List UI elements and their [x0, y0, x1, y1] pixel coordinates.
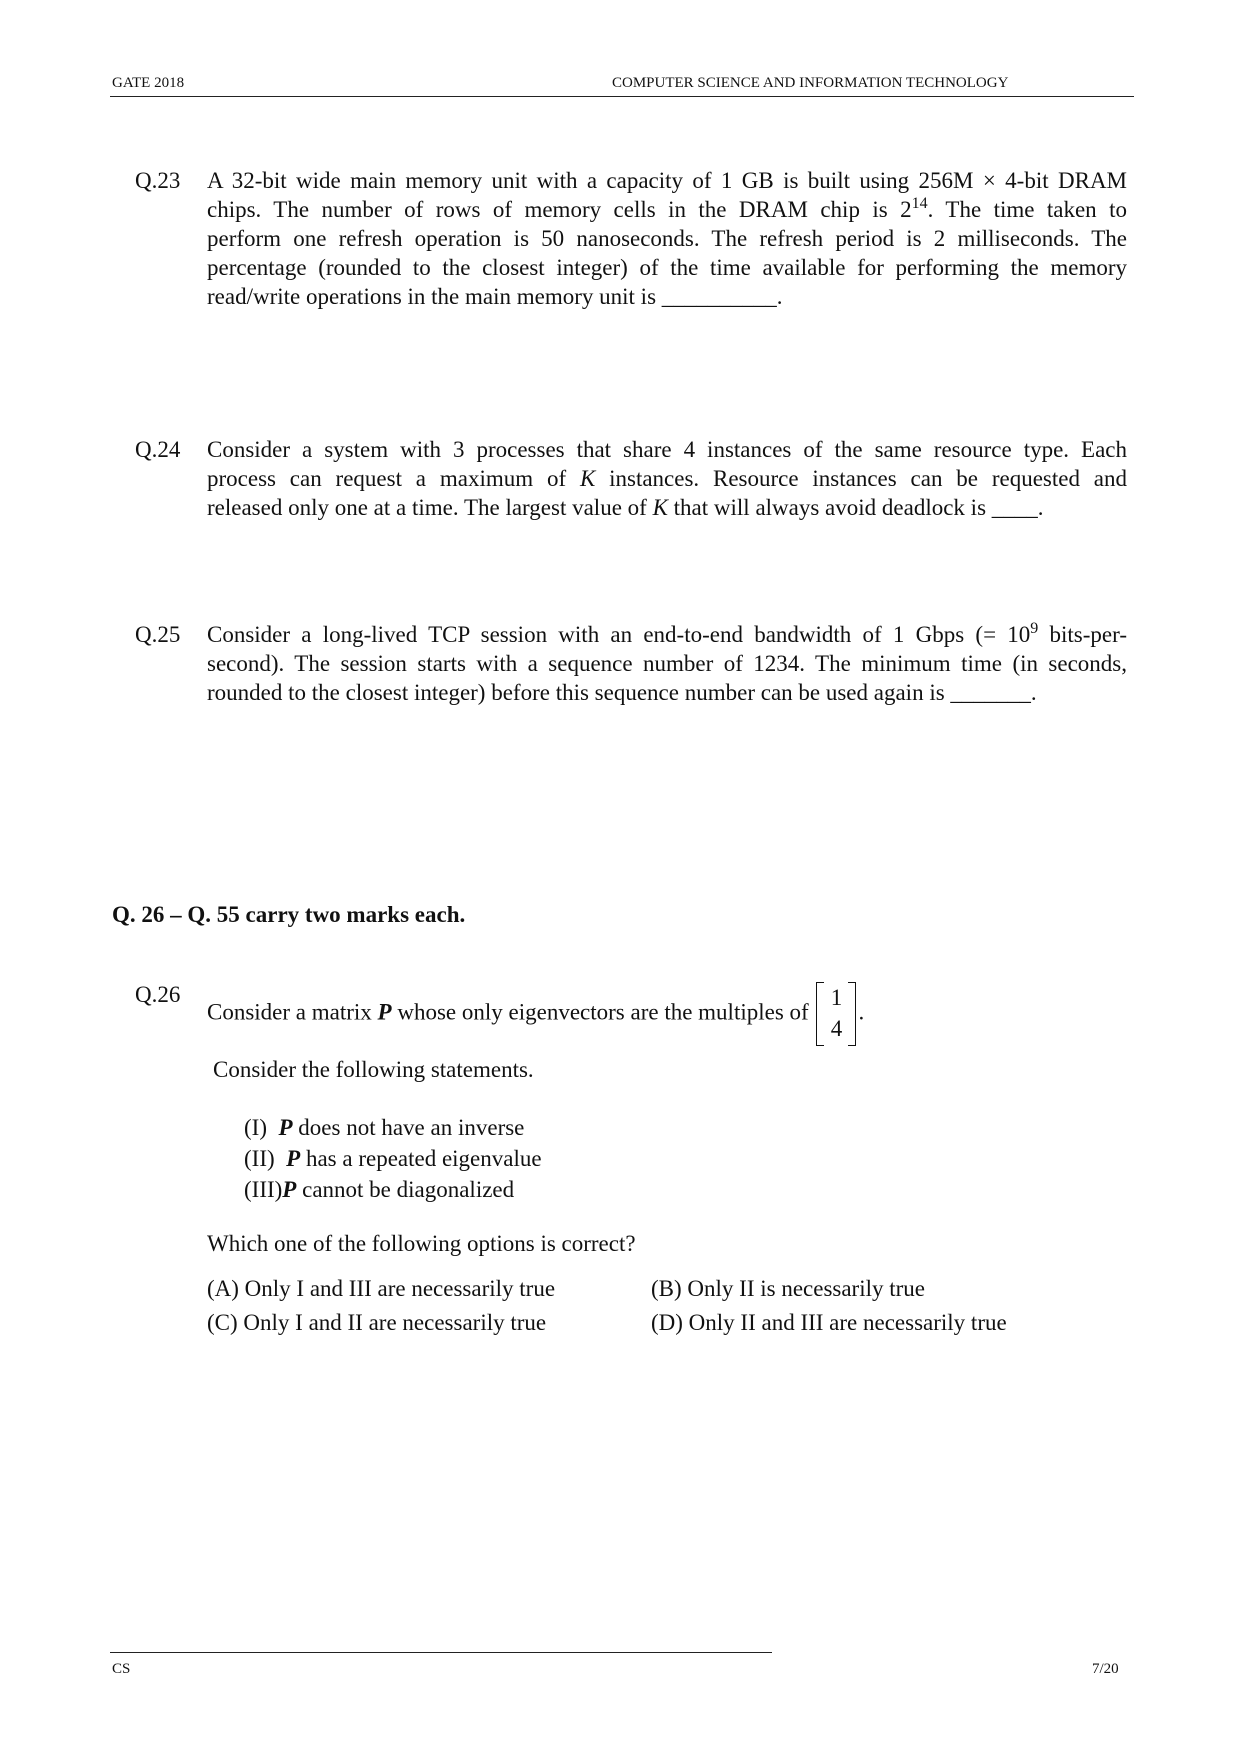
option-b: (B) Only II is necessarily true: [651, 1276, 926, 1301]
header-paper-name: COMPUTER SCIENCE AND INFORMATION TECHNOLOGY: [612, 75, 1009, 91]
option-c: (C) Only I and II are necessarily true: [207, 1310, 547, 1335]
section-heading: Q. 26 – Q. 55 carry two marks each.: [112, 902, 466, 927]
matrix-entry-2: 4: [830, 1016, 843, 1041]
q25-number: Q.25: [135, 622, 181, 647]
q24-number: Q.24: [135, 437, 181, 462]
q24-line-1: Consider a system with 3 processes that share 4 instances of the same resource type. Each: [207, 437, 1127, 462]
header-rule: [110, 96, 1134, 97]
q26-statement-2: (II) P has a repeated eigenvalue: [244, 1146, 542, 1171]
footer-paper-code: CS: [112, 1661, 131, 1677]
q25-power: $10^9$: [1007, 620, 1039, 647]
q26-var-p: P: [377, 999, 392, 1025]
q23-line-1: A 32-bit wide main memory unit with a capacity of 1 GB is built using 256M × 4-bit DRAM: [207, 168, 1127, 193]
q23-text: [207, 166, 1127, 311]
q23-line-3: perform one refresh operation is 50 nanoseconds. The refresh period is 2 milliseconds. The: [207, 226, 1127, 251]
footer-page-number: 7/20: [1092, 1661, 1119, 1677]
q23-line-5: read/write operations in the main memory unit is __________.: [207, 284, 783, 309]
q26-statement-3: (III)P cannot be diagonalized: [244, 1177, 515, 1202]
q24-var-k-2: K: [652, 495, 668, 520]
q24-line-2: process can request a maximum of K instances. Resource instances can be requested and: [207, 466, 1127, 491]
header-exam-name: GATE 2018: [112, 75, 185, 91]
q24-line-3: released only one at a time. The largest value of K that will always avoid deadlock is ____.: [207, 495, 1044, 520]
q23-power: $2^{14}$: [900, 195, 928, 222]
q26-number: Q.26: [135, 982, 181, 1007]
option-a: (A) Only I and III are necessarily true: [207, 1276, 556, 1301]
q26-consider: Consider the following statements.: [213, 1057, 534, 1082]
q24-text: [207, 435, 1127, 522]
q25-line-2: second). The session starts with a sequence number of 1234. The minimum time (in seconds,: [207, 651, 1127, 676]
q26-intro: Consider a matrix P whose only eigenvectors are the multiples of 1 4 .: [207, 982, 1127, 1046]
q26-question: Which one of the following options is correct?: [207, 1231, 636, 1256]
eigenvector-matrix: [816, 982, 856, 1046]
q23-line-2: chips. The number of rows of memory cells in the DRAM chip is $2^{14}$. The time taken to: [207, 195, 1127, 222]
q23-line-4: percentage (rounded to the closest integer) of the time available for performing the memory: [207, 255, 1127, 280]
q23-number: Q.23: [135, 168, 181, 193]
matrix-entry-1: 1: [830, 985, 843, 1010]
q24-var-k: K: [579, 466, 596, 491]
q26-statement-1: (I) P does not have an inverse: [244, 1115, 525, 1140]
q25-text: [207, 620, 1127, 707]
option-d: (D) Only II and III are necessarily true: [651, 1310, 1007, 1335]
q25-line-1: Consider a long-lived TCP session with an end-to-end bandwidth of 1 Gbps (= $10^9$ bits-per-: [207, 620, 1127, 647]
q25-line-3: rounded to the closest integer) before this sequence number can be used again is _______.: [207, 680, 1037, 705]
footer-rule: [110, 1652, 772, 1653]
